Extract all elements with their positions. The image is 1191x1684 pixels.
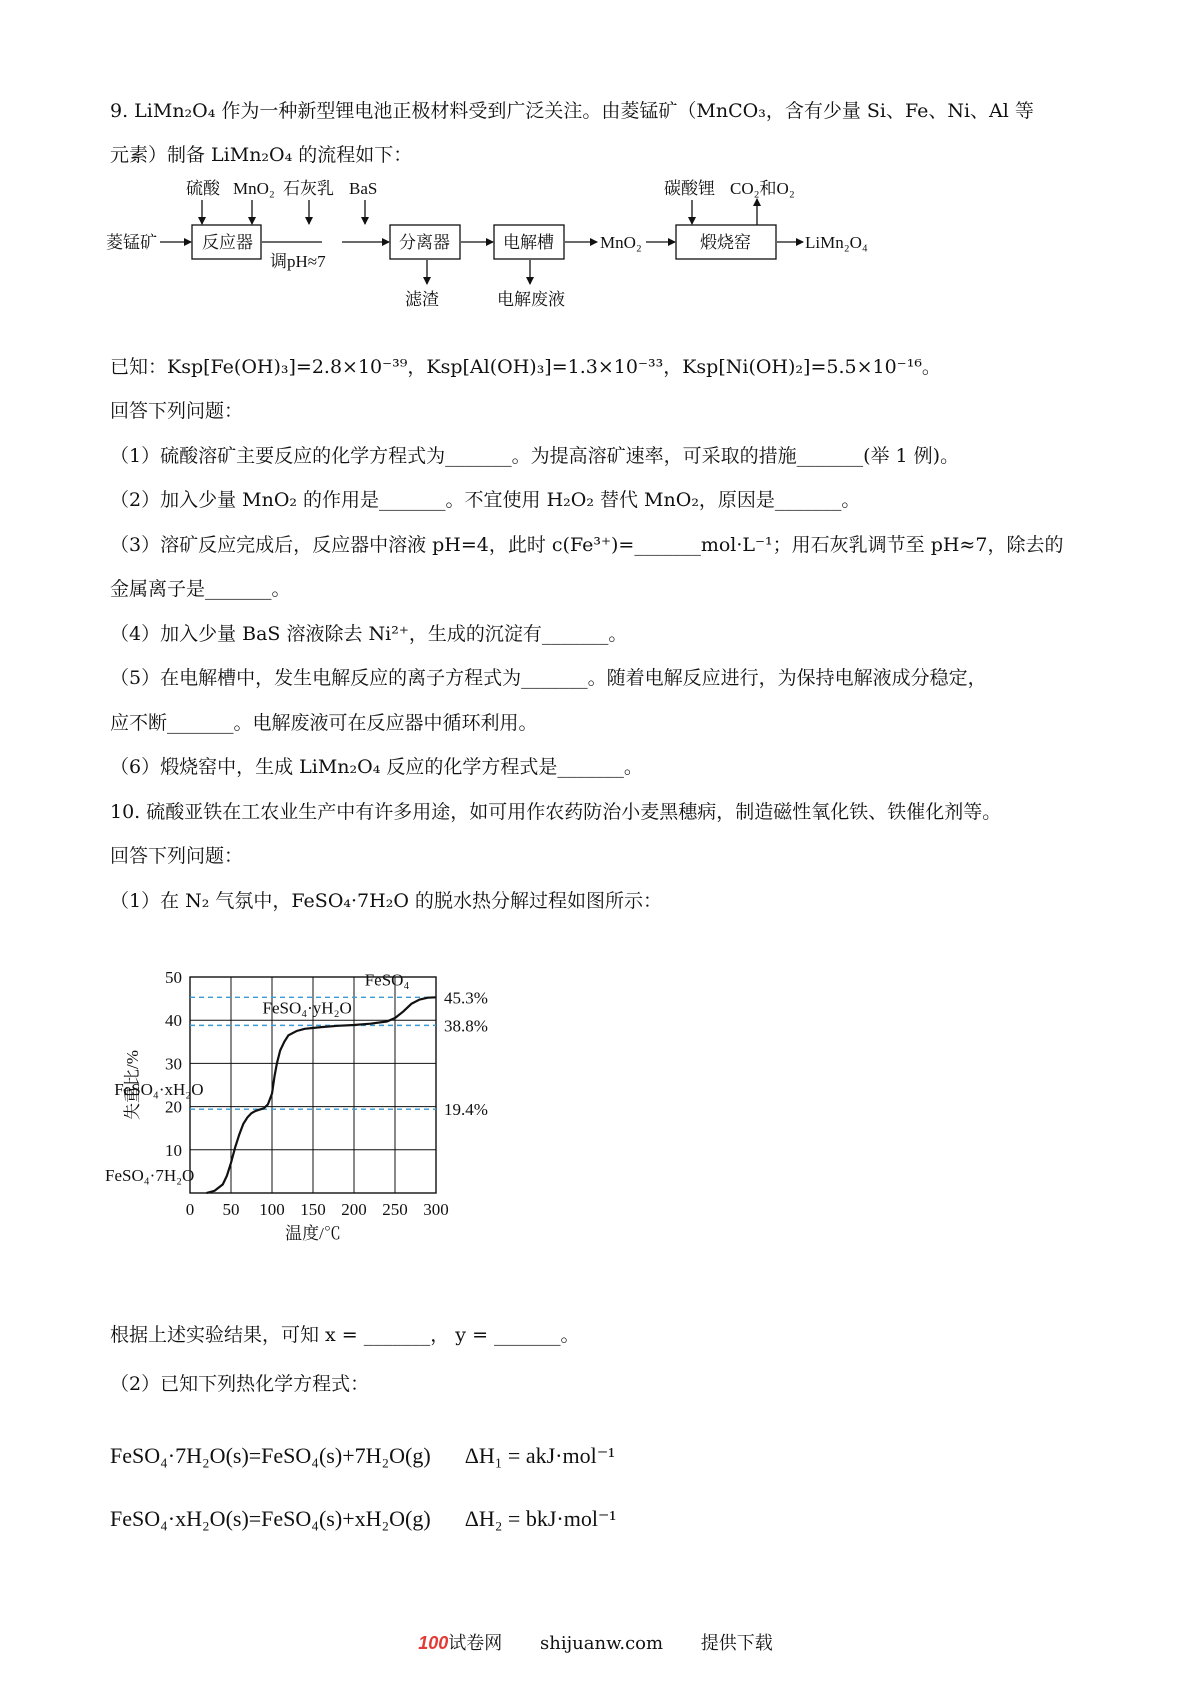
separator-label: 分离器 <box>399 233 450 252</box>
ph-note: 调pH≈7 <box>270 252 326 271</box>
input-sulfuric-acid: 硫酸 <box>186 179 220 198</box>
process-flow-diagram <box>0 172 1191 312</box>
q9-part5-line1: （5）在电解槽中，发生电解反应的离子方程式为_______。随着电解反应进行，为保持电解液成分稳定， <box>110 667 987 689</box>
equation-2-text: FeSO₄·xH₂O(s)=FeSO₄(s)+xH₂O(g) <box>110 1506 431 1531</box>
input-mno2: MnO₂ <box>233 179 275 198</box>
y-tick-label: 40 <box>165 1011 182 1031</box>
q9-answer-prompt: 回答下列问题： <box>110 400 244 422</box>
residue-label: 滤渣 <box>405 290 439 309</box>
kiln-label: 煅烧窑 <box>700 233 751 252</box>
y-tick-label: 10 <box>165 1140 182 1160</box>
y-axis-title: 失重比/% <box>123 1050 142 1120</box>
download-note: 提供下载 <box>700 1633 773 1654</box>
species-annotation: FeSO₄·xH₂O <box>114 1080 204 1100</box>
x-tick-label: 150 <box>300 1200 326 1219</box>
kiln-input-label: 碳酸锂 <box>664 179 715 198</box>
x-tick-label: 200 <box>341 1200 367 1219</box>
q10-part2: （2）已知下列热化学方程式： <box>110 1373 370 1395</box>
kiln-output-label: CO₂和O₂ <box>730 179 795 198</box>
x-tick-label: 100 <box>259 1200 285 1219</box>
q9-part5-line2: 应不断_______。电解废液可在反应器中循环利用。 <box>110 712 538 734</box>
site-url[interactable]: shijuanw.com <box>539 1633 664 1654</box>
q9-known-ksp: 已知：Ksp[Fe(OH)₃]=2.8×10⁻³⁹，Ksp[Al(OH)₃]=1.3×10⁻³³，Ksp[Ni(OH)₂]=5.5×10⁻¹⁶。 <box>110 356 941 378</box>
q9-part6: （6）煅烧窑中，生成 LiMn₂O₄ 反应的化学方程式是_______。 <box>110 756 643 778</box>
delta-h1: ΔH₁ = akJ·mol⁻¹ <box>464 1443 615 1468</box>
q9-part2: （2）加入少量 MnO₂ 的作用是_______。不宜使用 H₂O₂ 替代 MnO₂，原因是_______。 <box>110 489 861 511</box>
cell-label: 电解槽 <box>503 233 554 252</box>
x-tick-label: 250 <box>382 1200 408 1219</box>
delta-h2: ΔH₂ = bkJ·mol⁻¹ <box>464 1506 617 1531</box>
site-logo: 100 <box>418 1633 449 1653</box>
reference-label: 19.4% <box>444 1100 488 1120</box>
start-ore-label: 菱锰矿 <box>106 233 157 252</box>
reactor-label: 反应器 <box>202 233 253 252</box>
thermo-equation-1 <box>110 1443 615 1469</box>
q9-intro-line1: 9. LiMn₂O₄ 作为一种新型锂电池正极材料受到广泛关注。由菱锰矿（MnCO₃，含有少量 Si、Fe、Ni、Al 等 <box>110 100 1034 122</box>
q9-part3-line1: （3）溶矿反应完成后，反应器中溶液 pH=4，此时 c(Fe³⁺)=_______mol·L⁻¹；用石灰乳调节至 pH≈7，除去的 <box>110 534 1064 556</box>
y-tick-label: 50 <box>165 968 182 987</box>
reference-label: 45.3% <box>444 988 488 1008</box>
mid-product-label: MnO₂ <box>600 233 642 252</box>
q10-part1-result: 根据上述实验结果，可知 x = _______， y = _______。 <box>110 1324 580 1346</box>
thermo-equation-2 <box>110 1506 616 1532</box>
species-annotation: FeSO₄·yH₂O <box>262 998 352 1018</box>
y-tick-label: 30 <box>165 1054 182 1074</box>
footer <box>0 1629 1191 1655</box>
y-tick-label: 20 <box>165 1097 182 1117</box>
q9-intro-line2: 元素）制备 LiMn₂O₄ 的流程如下： <box>110 144 413 166</box>
series-line <box>206 997 436 1193</box>
site-name: 试卷网 <box>448 1633 503 1654</box>
input-lime-milk: 石灰乳 <box>283 179 334 198</box>
x-tick-label: 0 <box>185 1200 195 1219</box>
end-product-label: LiMn₂O₄ <box>805 233 868 252</box>
q10-part1: （1）在 N₂ 气氛中，FeSO₄·7H₂O 的脱水热分解过程如图所示： <box>110 890 662 912</box>
waste-label: 电解废液 <box>497 290 565 309</box>
x-tick-label: 50 <box>222 1200 240 1219</box>
q9-part4: （4）加入少量 BaS 溶液除去 Ni²⁺，生成的沉淀有_______。 <box>110 623 628 645</box>
x-axis-title: 温度/℃ <box>285 1224 341 1243</box>
q9-part1: （1）硫酸溶矿主要反应的化学方程式为_______。为提高溶矿速率，可采取的措施_______(举 1 例)。 <box>110 445 960 467</box>
q9-part3-line2: 金属离子是_______。 <box>110 578 291 600</box>
equation-1-text: FeSO₄·7H₂O(s)=FeSO₄(s)+7H₂O(g) <box>110 1443 431 1468</box>
reference-label: 38.8% <box>444 1016 488 1036</box>
input-bas: BaS <box>349 179 378 198</box>
species-annotation: FeSO₄ <box>364 970 410 990</box>
dehydration-chart <box>100 960 560 1290</box>
q10-intro-line1: 10. 硫酸亚铁在工农业生产中有许多用途，如可用作农药防治小麦黑穗病，制造磁性氧化铁、铁催化剂等。 <box>110 801 1002 823</box>
q10-intro-line2: 回答下列问题： <box>110 845 244 867</box>
x-tick-label: 300 <box>423 1200 449 1219</box>
species-annotation: FeSO₄·7H₂O <box>105 1166 195 1185</box>
